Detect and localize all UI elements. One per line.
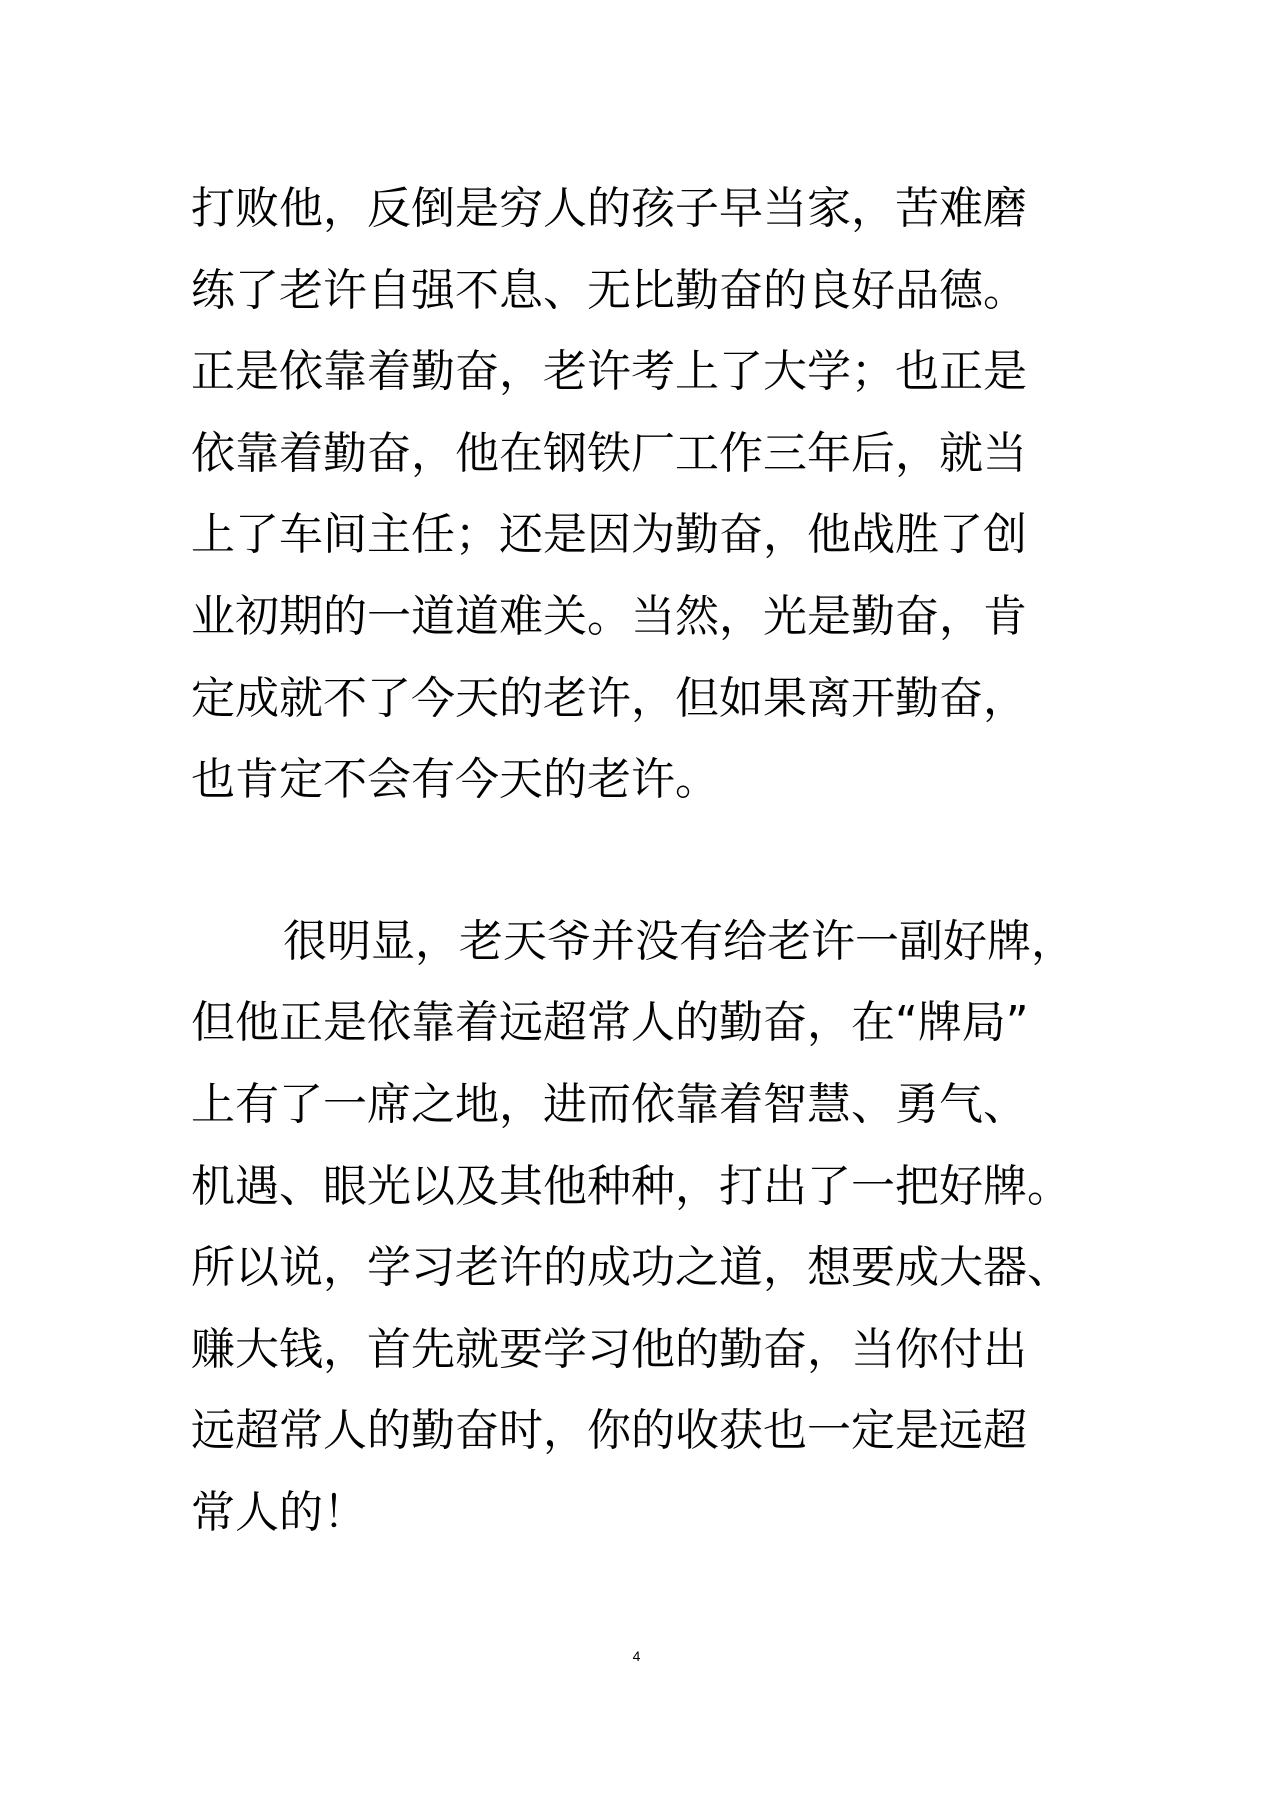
text-line: 正是依靠着勤奋，老许考上了大学；也正是 <box>191 346 1027 398</box>
text-line: 定成就不了今天的老许，但如果离开勤奋， <box>191 672 1027 724</box>
text-line: 上有了一席之地，进而依靠着智慧、勇气、 <box>191 1078 1027 1130</box>
text-line: 也肯定不会有今天的老许。 <box>191 754 719 806</box>
text-line: 打败他，反倒是穷人的孩子早当家，苦难磨 <box>191 183 1027 234</box>
text-line: 练了老许自强不息、无比勤奋的良好品德。 <box>191 264 1027 316</box>
text-line: 业初期的一道道难关。当然，光是勤奋，肯 <box>191 590 1027 642</box>
text-line: 很明显，老天爷并没有给老许一副好牌， <box>283 915 1075 967</box>
body-text <box>191 168 1091 1554</box>
text-line: 常人的！ <box>191 1486 367 1538</box>
text-line: 远超常人的勤奋时，你的收获也一定是远超 <box>191 1405 1027 1457</box>
text-line: 机遇、眼光以及其他种种，打出了一把好牌。 <box>191 1160 1071 1212</box>
page-number: 4 <box>632 1648 641 1664</box>
paragraph-spacer <box>191 821 1091 901</box>
text-line: 上了车间主任；还是因为勤奋，他战胜了创 <box>191 509 1027 561</box>
text-line: 赚大钱，首先就要学习他的勤奋，当你付出 <box>191 1323 1027 1375</box>
text-line: 依靠着勤奋，他在钢铁厂工作三年后，就当 <box>191 427 1027 479</box>
text-line: 但他正是依靠着远超常人的勤奋，在“牌局” <box>191 997 1029 1049</box>
text-line: 所以说，学习老许的成功之道，想要成大器、 <box>191 1242 1071 1294</box>
